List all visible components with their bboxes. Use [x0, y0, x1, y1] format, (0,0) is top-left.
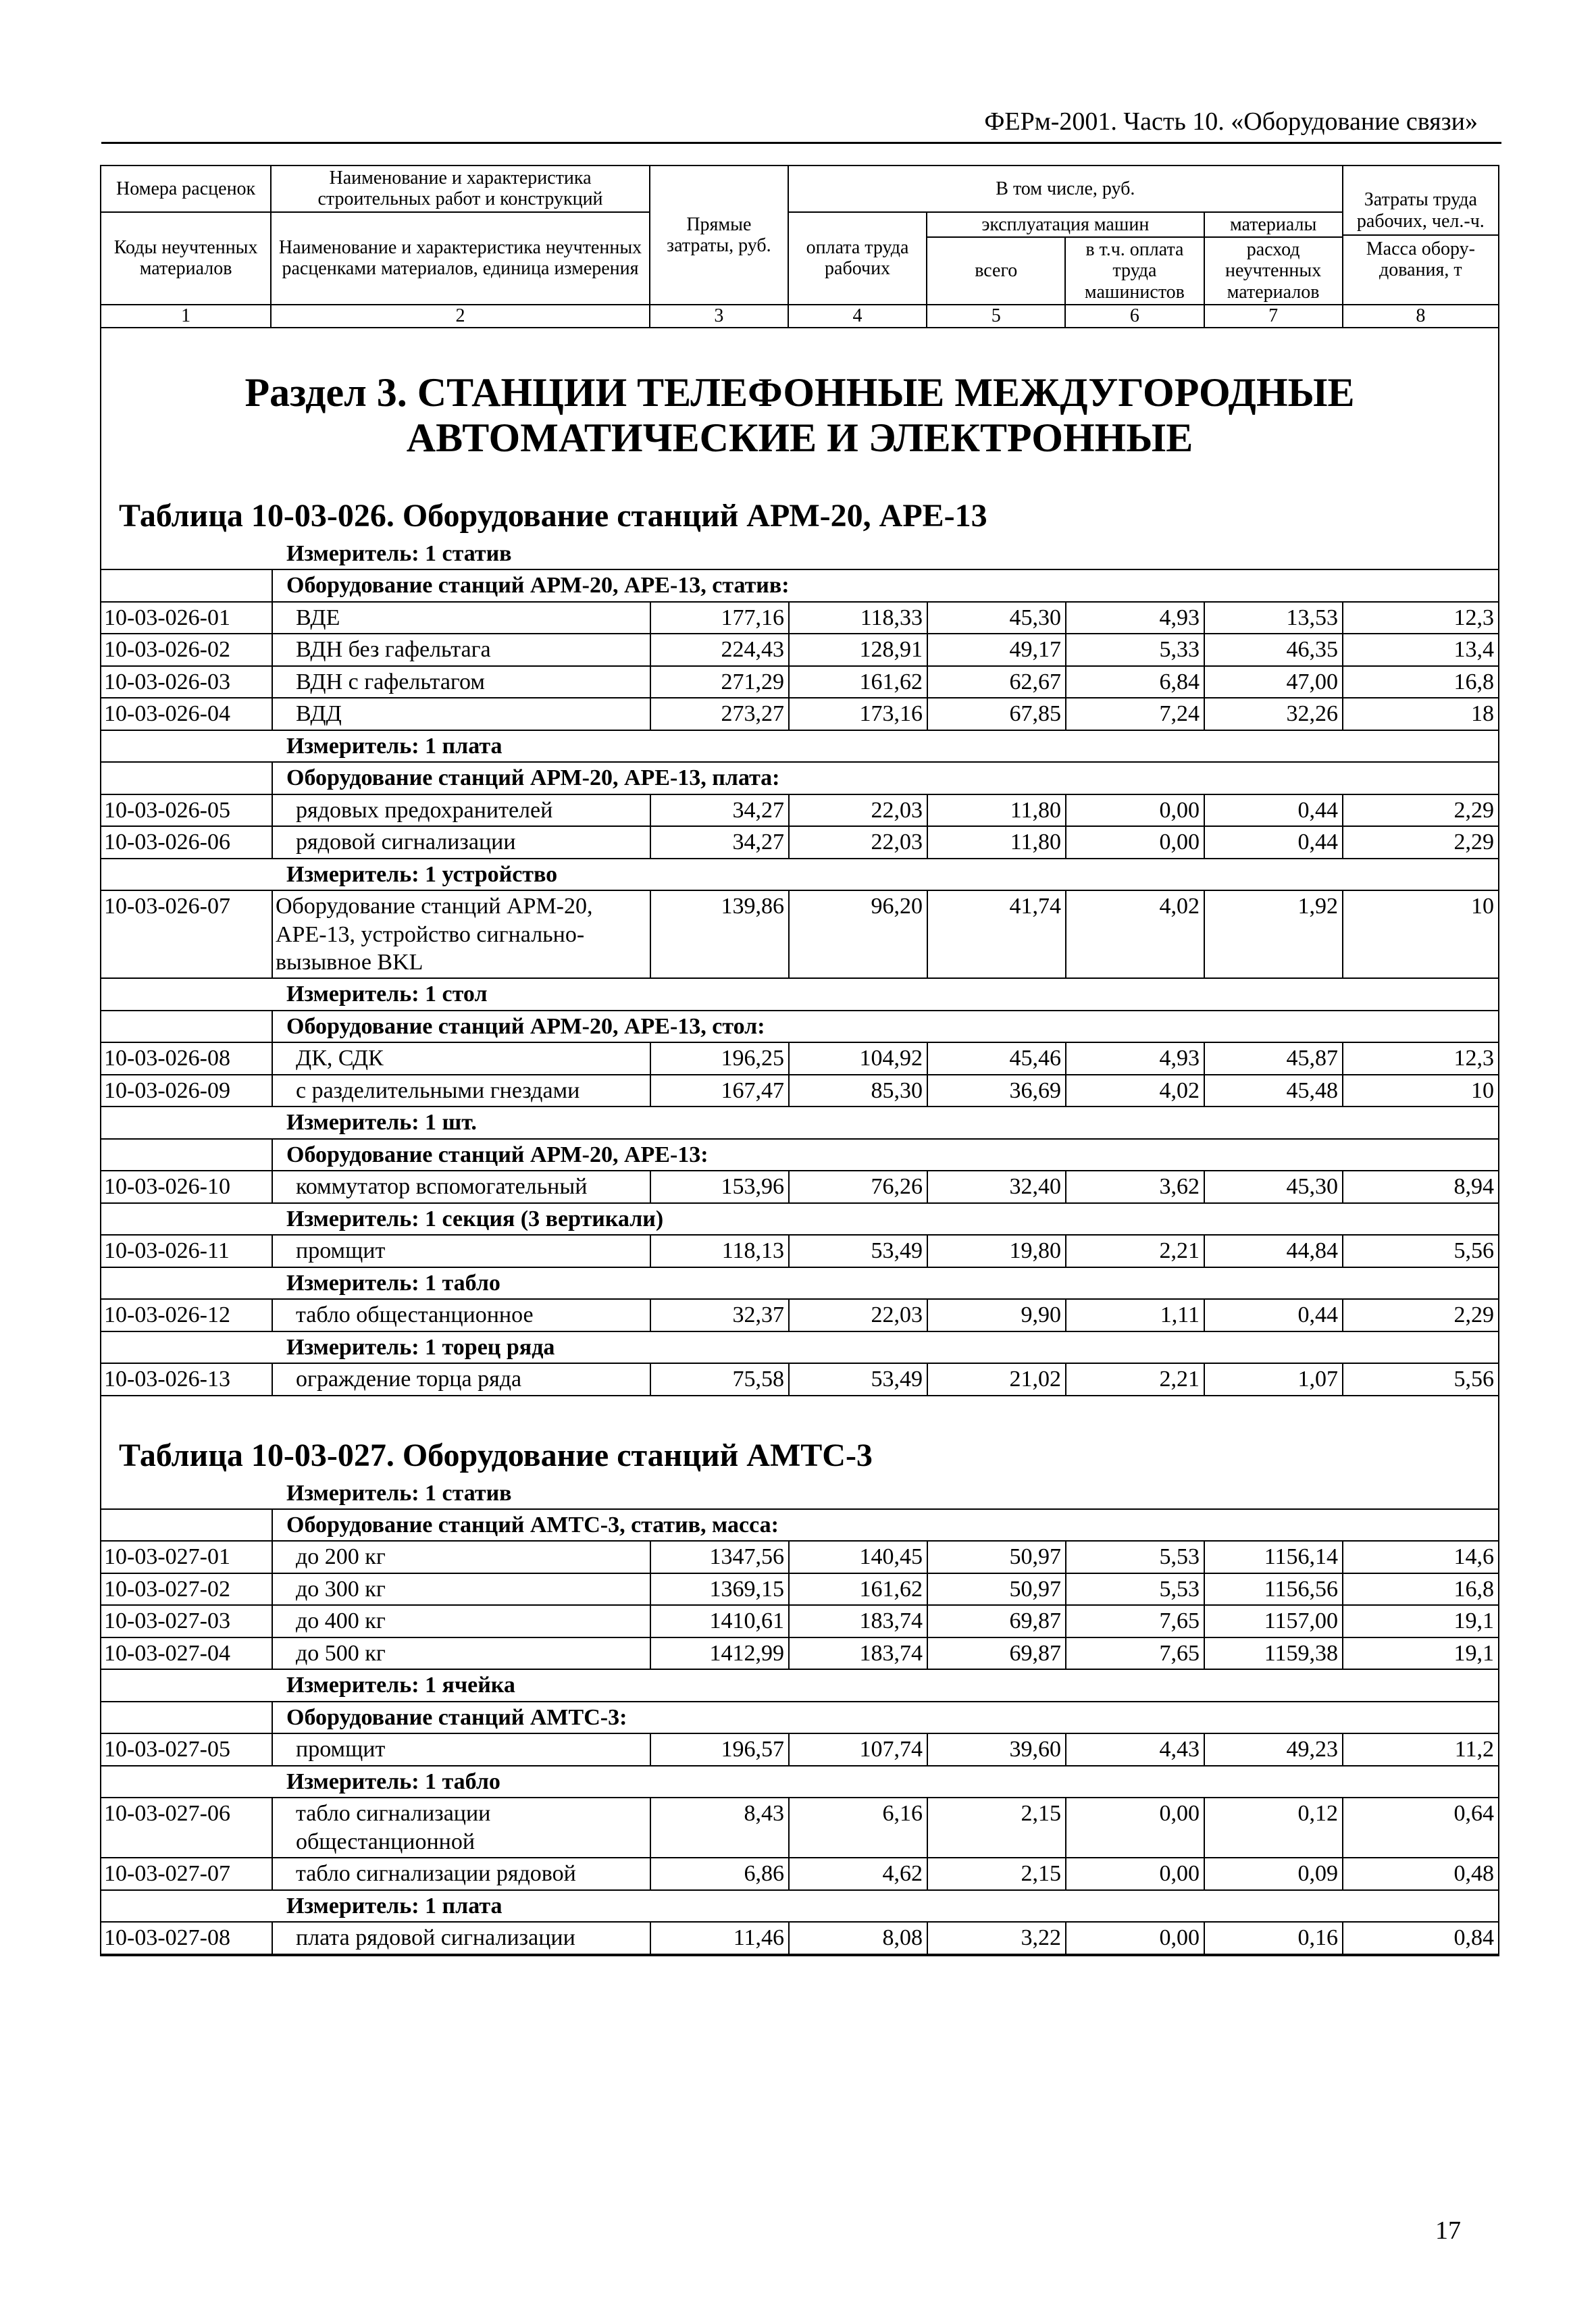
labor-pay: 22,03 — [788, 795, 927, 827]
header-including: В том числе, руб. — [788, 166, 1343, 212]
column-number-3: 3 — [650, 305, 788, 327]
work-name: табло общестанционное — [272, 1300, 650, 1331]
column-number-8: 8 — [1343, 305, 1499, 327]
materials: 1159,38 — [1204, 1638, 1342, 1670]
work-name: промщит — [272, 1734, 650, 1766]
machines-total: 69,87 — [927, 1606, 1065, 1637]
machines-total: 11,80 — [927, 795, 1065, 827]
work-name: Оборудование станций АРМ-20, АРЕ-13, устройство сигнально-вызывное BKL — [272, 891, 650, 979]
operator-pay: 0,00 — [1065, 1858, 1204, 1890]
direct-costs: 271,29 — [650, 667, 788, 698]
labor-hours: 12,3 — [1342, 1043, 1498, 1075]
labor-hours: 13,4 — [1342, 634, 1498, 666]
subheading-spacer — [101, 570, 272, 602]
machines-total: 41,74 — [927, 891, 1065, 979]
operator-pay: 5,53 — [1065, 1574, 1204, 1606]
subheading: Оборудование станций АМТС-3: — [272, 1702, 1498, 1734]
labor-pay: 118,33 — [788, 603, 927, 634]
table-gap — [101, 1396, 1498, 1434]
work-name: табло сигнализации рядовой — [272, 1858, 650, 1890]
header-direct-costs: Прямые затраты, руб. — [650, 166, 788, 305]
machines-total: 50,97 — [927, 1542, 1065, 1573]
direct-costs: 273,27 — [650, 698, 788, 730]
machines-total: 49,17 — [927, 634, 1065, 666]
rate-code: 10-03-026-10 — [101, 1171, 272, 1203]
operator-pay: 4,93 — [1065, 603, 1204, 634]
header-rates: Номера расценок — [101, 166, 271, 212]
operator-pay: 2,21 — [1065, 1364, 1204, 1396]
subheading-spacer — [101, 1702, 272, 1734]
labor-pay: 22,03 — [788, 827, 927, 859]
labor-hours: 14,6 — [1342, 1542, 1498, 1573]
document-body — [100, 328, 1499, 1956]
header-labor-mass — [1343, 166, 1499, 305]
direct-costs: 177,16 — [650, 603, 788, 634]
machines-total: 9,90 — [927, 1300, 1065, 1331]
materials: 44,84 — [1204, 1236, 1342, 1267]
operator-pay: 6,84 — [1065, 667, 1204, 698]
labor-hours: 2,29 — [1342, 827, 1498, 859]
materials: 46,35 — [1204, 634, 1342, 666]
column-number-2: 2 — [271, 305, 650, 327]
direct-costs: 1410,61 — [650, 1606, 788, 1637]
operator-pay: 0,00 — [1065, 1798, 1204, 1858]
materials: 0,09 — [1204, 1858, 1342, 1890]
materials: 45,87 — [1204, 1043, 1342, 1075]
labor-hours: 19,1 — [1342, 1606, 1498, 1637]
machines-total: 11,80 — [927, 827, 1065, 859]
work-name: табло сигнализации общестанционной — [272, 1798, 650, 1858]
running-header: ФЕРм-2001. Часть 10. «Оборудование связи» — [984, 107, 1478, 136]
labor-hours: 11,2 — [1342, 1734, 1498, 1766]
labor-pay: 8,08 — [788, 1923, 927, 1954]
direct-costs: 75,58 — [650, 1364, 788, 1396]
labor-hours: 16,8 — [1342, 667, 1498, 698]
labor-pay: 183,74 — [788, 1638, 927, 1670]
labor-pay: 183,74 — [788, 1606, 927, 1637]
materials: 1,07 — [1204, 1364, 1342, 1396]
table-title: Таблица 10-03-027. Оборудование станций АМТС-3 — [119, 1437, 873, 1473]
materials: 0,16 — [1204, 1923, 1342, 1954]
column-number-1: 1 — [101, 305, 271, 327]
machines-total: 69,87 — [927, 1638, 1065, 1670]
labor-pay: 4,62 — [788, 1858, 927, 1890]
machines-total: 45,30 — [927, 603, 1065, 634]
work-name: до 500 кг — [272, 1638, 650, 1670]
materials: 1,92 — [1204, 891, 1342, 979]
rate-code: 10-03-027-01 — [101, 1542, 272, 1573]
labor-hours: 2,29 — [1342, 1300, 1498, 1331]
subheading: Оборудование станций АРМ-20, АРЕ-13, стол: — [272, 1011, 1498, 1043]
labor-hours: 10 — [1342, 891, 1498, 979]
subheading: Оборудование станций АРМ-20, АРЕ-13: — [272, 1140, 1498, 1171]
rate-code: 10-03-027-05 — [101, 1734, 272, 1766]
operator-pay: 4,02 — [1065, 1075, 1204, 1107]
section-title — [101, 328, 1498, 494]
materials: 0,44 — [1204, 1300, 1342, 1331]
machines-total: 19,80 — [927, 1236, 1065, 1267]
materials: 1156,14 — [1204, 1542, 1342, 1573]
operator-pay: 0,00 — [1065, 795, 1204, 827]
rates-grid — [101, 538, 1498, 1396]
header-mass: Масса обору-дования, т — [1343, 234, 1498, 284]
work-name: ВДН с гафельтагом — [272, 667, 650, 698]
work-name: до 200 кг — [272, 1542, 650, 1573]
labor-hours: 16,8 — [1342, 1574, 1498, 1606]
labor-hours: 5,56 — [1342, 1236, 1498, 1267]
operator-pay: 7,24 — [1065, 698, 1204, 730]
operator-pay: 7,65 — [1065, 1638, 1204, 1670]
rate-code: 10-03-027-08 — [101, 1923, 272, 1954]
labor-hours: 5,56 — [1342, 1364, 1498, 1396]
header-unaccounted: расход неучтенных материалов — [1204, 237, 1343, 305]
column-number-5: 5 — [927, 305, 1065, 327]
machines-total: 36,69 — [927, 1075, 1065, 1107]
labor-hours: 19,1 — [1342, 1638, 1498, 1670]
header-material-name: Наименование и характеристика неучтенных расценками материалов, единица измерения — [271, 212, 650, 305]
operator-pay: 4,02 — [1065, 891, 1204, 979]
labor-pay: 6,16 — [788, 1798, 927, 1858]
labor-hours: 10 — [1342, 1075, 1498, 1107]
rates-grid — [101, 1478, 1498, 1955]
labor-pay: 161,62 — [788, 667, 927, 698]
labor-hours: 8,94 — [1342, 1171, 1498, 1203]
header-rule — [101, 142, 1501, 144]
labor-pay: 161,62 — [788, 1574, 927, 1606]
direct-costs: 167,47 — [650, 1075, 788, 1107]
materials: 1156,56 — [1204, 1574, 1342, 1606]
subheading-spacer — [101, 1011, 272, 1043]
column-number-6: 6 — [1065, 305, 1204, 327]
work-name: до 400 кг — [272, 1606, 650, 1637]
direct-costs: 196,57 — [650, 1734, 788, 1766]
subheading-spacer — [101, 1140, 272, 1171]
section-title-line-1: Раздел 3. СТАНЦИИ ТЕЛЕФОННЫЕ МЕЖДУГОРОДНЫЕ — [244, 370, 1355, 415]
column-header-table — [100, 165, 1499, 328]
header-machines-total: всего — [927, 237, 1065, 305]
header-machines: эксплуатация машин — [927, 212, 1204, 237]
meter-label: Измеритель: 1 табло — [101, 1268, 1498, 1300]
operator-pay: 1,11 — [1065, 1300, 1204, 1331]
direct-costs: 153,96 — [650, 1171, 788, 1203]
column-number-7: 7 — [1204, 305, 1343, 327]
rate-code: 10-03-027-06 — [101, 1798, 272, 1858]
labor-hours: 0,64 — [1342, 1798, 1498, 1858]
labor-pay: 96,20 — [788, 891, 927, 979]
direct-costs: 224,43 — [650, 634, 788, 666]
work-name: ВДД — [272, 698, 650, 730]
rate-code: 10-03-026-04 — [101, 698, 272, 730]
labor-hours: 0,48 — [1342, 1858, 1498, 1890]
header-operator-pay: в т.ч. оплата труда машинистов — [1065, 237, 1204, 305]
direct-costs: 34,27 — [650, 795, 788, 827]
rate-code: 10-03-026-01 — [101, 603, 272, 634]
direct-costs: 11,46 — [650, 1923, 788, 1954]
materials: 0,44 — [1204, 827, 1342, 859]
work-name: ВДЕ — [272, 603, 650, 634]
machines-total: 21,02 — [927, 1364, 1065, 1396]
meter-label: Измеритель: 1 плата — [101, 1891, 1498, 1923]
subheading: Оборудование станций АМТС-3, статив, масса: — [272, 1510, 1498, 1542]
operator-pay: 5,53 — [1065, 1542, 1204, 1573]
direct-costs: 118,13 — [650, 1236, 788, 1267]
labor-hours: 12,3 — [1342, 603, 1498, 634]
materials: 0,12 — [1204, 1798, 1342, 1858]
rate-code: 10-03-026-07 — [101, 891, 272, 979]
machines-total: 45,46 — [927, 1043, 1065, 1075]
subheading: Оборудование станций АРМ-20, АРЕ-13, плата: — [272, 763, 1498, 794]
header-labor: Затраты труда рабочих, чел.-ч. — [1356, 189, 1485, 232]
labor-pay: 173,16 — [788, 698, 927, 730]
section-title-line-2: АВТОМАТИЧЕСКИЕ И ЭЛЕКТРОННЫЕ — [406, 415, 1193, 460]
work-name: плата рядовой сигнализации — [272, 1923, 650, 1954]
rate-code: 10-03-026-12 — [101, 1300, 272, 1331]
meter-label: Измеритель: 1 статив — [101, 1478, 1498, 1510]
operator-pay: 4,43 — [1065, 1734, 1204, 1766]
operator-pay: 5,33 — [1065, 634, 1204, 666]
rate-code: 10-03-027-07 — [101, 1858, 272, 1890]
machines-total: 67,85 — [927, 698, 1065, 730]
direct-costs: 34,27 — [650, 827, 788, 859]
meter-label: Измеритель: 1 статив — [101, 538, 1498, 570]
rate-code: 10-03-026-11 — [101, 1236, 272, 1267]
operator-pay: 7,65 — [1065, 1606, 1204, 1637]
work-name: рядовых предохранителей — [272, 795, 650, 827]
header-labor-pay: оплата труда рабочих — [788, 212, 927, 305]
direct-costs: 1369,15 — [650, 1574, 788, 1606]
document-page — [100, 165, 1499, 1956]
subheading-spacer — [101, 1510, 272, 1542]
work-name: ДК, СДК — [272, 1043, 650, 1075]
rate-code: 10-03-026-06 — [101, 827, 272, 859]
machines-total: 50,97 — [927, 1574, 1065, 1606]
direct-costs: 1347,56 — [650, 1542, 788, 1573]
rate-code: 10-03-026-09 — [101, 1075, 272, 1107]
meter-label: Измеритель: 1 устройство — [101, 859, 1498, 891]
direct-costs: 32,37 — [650, 1300, 788, 1331]
machines-total: 2,15 — [927, 1858, 1065, 1890]
rate-code: 10-03-026-03 — [101, 667, 272, 698]
work-name: с разделительными гнездами — [272, 1075, 650, 1107]
labor-pay: 85,30 — [788, 1075, 927, 1107]
direct-costs: 139,86 — [650, 891, 788, 979]
header-materials: материалы — [1204, 212, 1343, 237]
operator-pay: 4,93 — [1065, 1043, 1204, 1075]
rate-code: 10-03-026-02 — [101, 634, 272, 666]
labor-pay: 107,74 — [788, 1734, 927, 1766]
subheading: Оборудование станций АРМ-20, АРЕ-13, статив: — [272, 570, 1498, 602]
materials: 45,48 — [1204, 1075, 1342, 1107]
operator-pay: 0,00 — [1065, 1923, 1204, 1954]
rate-code: 10-03-027-03 — [101, 1606, 272, 1637]
work-name: ВДН без гафельтага — [272, 634, 650, 666]
labor-hours: 18 — [1342, 698, 1498, 730]
materials: 45,30 — [1204, 1171, 1342, 1203]
meter-label: Измеритель: 1 торец ряда — [101, 1332, 1498, 1364]
subheading-spacer — [101, 763, 272, 794]
labor-pay: 140,45 — [788, 1542, 927, 1573]
materials: 49,23 — [1204, 1734, 1342, 1766]
materials: 1157,00 — [1204, 1606, 1342, 1637]
rate-code: 10-03-026-13 — [101, 1364, 272, 1396]
meter-label: Измеритель: 1 табло — [101, 1766, 1498, 1798]
materials: 0,44 — [1204, 795, 1342, 827]
column-number-4: 4 — [788, 305, 927, 327]
labor-pay: 104,92 — [788, 1043, 927, 1075]
meter-label: Измеритель: 1 ячейка — [101, 1670, 1498, 1702]
machines-total: 2,15 — [927, 1798, 1065, 1858]
operator-pay: 2,21 — [1065, 1236, 1204, 1267]
direct-costs: 8,43 — [650, 1798, 788, 1858]
header-work-name: Наименование и характеристика строительных работ и конструкций — [271, 166, 650, 212]
machines-total: 39,60 — [927, 1734, 1065, 1766]
labor-pay: 53,49 — [788, 1364, 927, 1396]
labor-hours: 2,29 — [1342, 795, 1498, 827]
materials: 13,53 — [1204, 603, 1342, 634]
machines-total: 3,22 — [927, 1923, 1065, 1954]
work-name: промщит — [272, 1236, 650, 1267]
meter-label: Измеритель: 1 секция (3 вертикали) — [101, 1204, 1498, 1236]
labor-hours: 0,84 — [1342, 1923, 1498, 1954]
meter-label: Измеритель: 1 плата — [101, 731, 1498, 763]
work-name: ограждение торца ряда — [272, 1364, 650, 1396]
direct-costs: 1412,99 — [650, 1638, 788, 1670]
materials: 32,26 — [1204, 698, 1342, 730]
operator-pay: 0,00 — [1065, 827, 1204, 859]
page-number: 17 — [1435, 2216, 1461, 2245]
meter-label: Измеритель: 1 шт. — [101, 1107, 1498, 1139]
labor-pay: 53,49 — [788, 1236, 927, 1267]
rate-code: 10-03-027-04 — [101, 1638, 272, 1670]
table-title: Таблица 10-03-026. Оборудование станций АРМ-20, АРЕ-13 — [119, 497, 987, 534]
work-name: до 300 кг — [272, 1574, 650, 1606]
direct-costs: 196,25 — [650, 1043, 788, 1075]
meter-label: Измеритель: 1 стол — [101, 979, 1498, 1011]
machines-total: 62,67 — [927, 667, 1065, 698]
operator-pay: 3,62 — [1065, 1171, 1204, 1203]
header-material-codes: Коды неучтенных материалов — [101, 212, 271, 305]
rate-code: 10-03-027-02 — [101, 1574, 272, 1606]
rate-code: 10-03-026-05 — [101, 795, 272, 827]
rate-code: 10-03-026-08 — [101, 1043, 272, 1075]
labor-pay: 22,03 — [788, 1300, 927, 1331]
machines-total: 32,40 — [927, 1171, 1065, 1203]
materials: 47,00 — [1204, 667, 1342, 698]
labor-pay: 76,26 — [788, 1171, 927, 1203]
work-name: коммутатор вспомогательный — [272, 1171, 650, 1203]
work-name: рядовой сигнализации — [272, 827, 650, 859]
labor-pay: 128,91 — [788, 634, 927, 666]
direct-costs: 6,86 — [650, 1858, 788, 1890]
